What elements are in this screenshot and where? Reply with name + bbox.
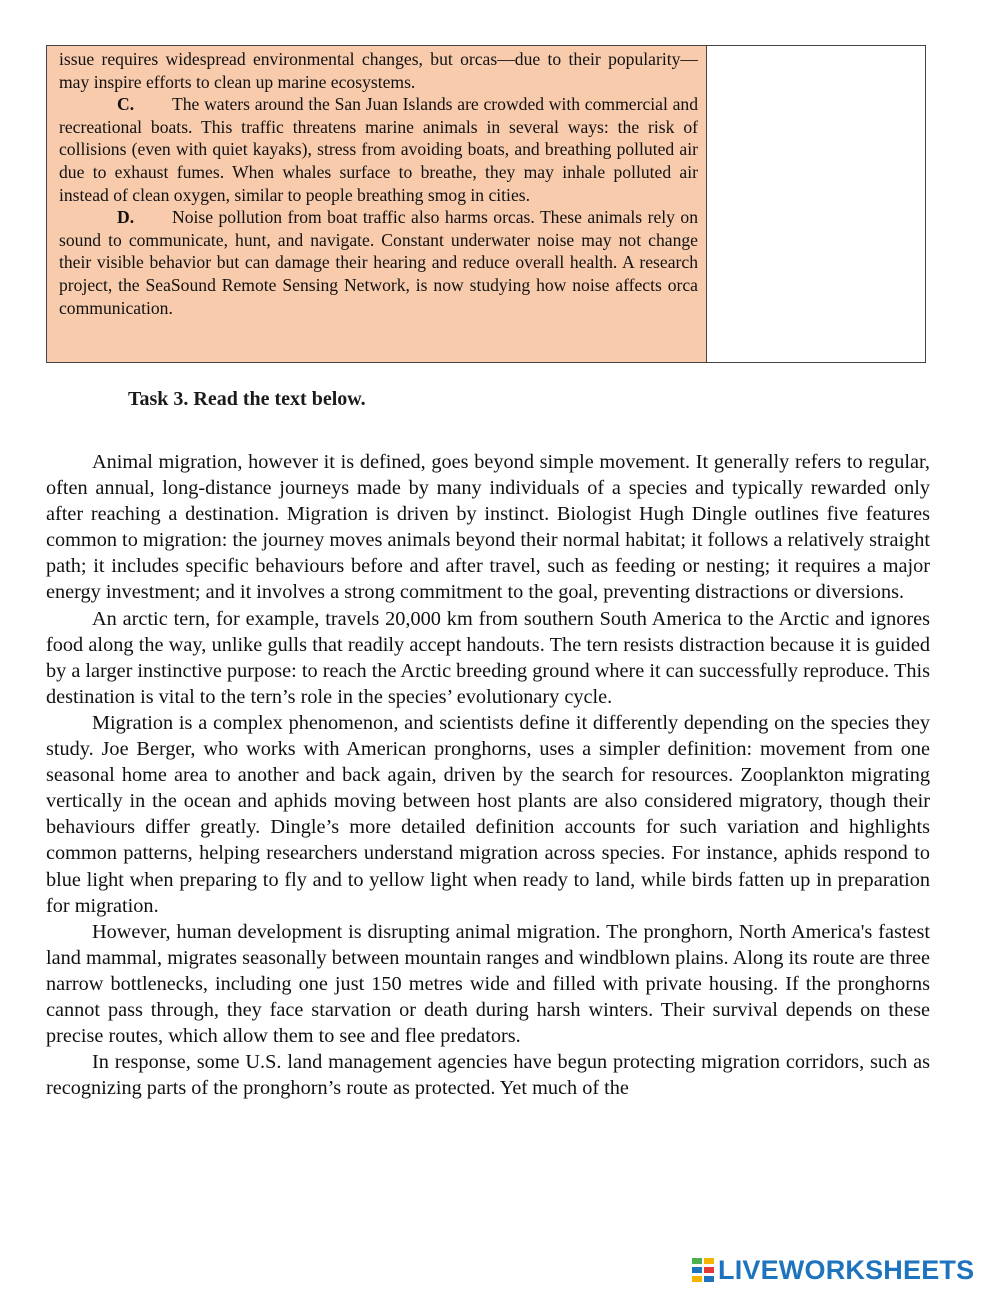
passage-table: [46, 45, 926, 363]
paragraph-letter-c: C.: [117, 94, 135, 115]
paragraph-letter-d: D.: [117, 207, 135, 228]
paragraph: In response, some U.S. land management agencies have begun protecting migration corridors, such as recognizing parts of the pronghorn’s route as protected. Yet much of the: [46, 1051, 930, 1100]
paragraph: An arctic tern, for example, travels 20,000 km from southern South America to the Arctic and ignores food along the way, unlike gulls that readily accept handouts. The tern resists distraction because it is guided by a larger instinctive purpose: to reach the Arctic breeding ground where it can successfully reproduce. This destination is vital to the tern’s role in the species’ evolutionary cycle.: [46, 607, 931, 708]
answer-cell: [707, 46, 925, 362]
paragraph: However, human development is disrupting animal migration. The pronghorn, North America's fastest land mammal, migrates seasonally between mountain ranges and windblown plains. Along its route are three narrow bottlenecks, including one just 150 metres wide and filled with private housing. If the pronghorns cannot pass through, they face starvation or death during harsh winters. Their survival depends on these precise routes, which allow them to see and flee predators.: [46, 920, 930, 1048]
paragraph-d-text: Noise pollution from boat traffic also harms orcas. These animals rely on sound to communicate, hunt, and navigate. Constant underwater noise may not change their visible behavior but can damage their hearing and reduce overall health. A research project, the SeaSound Remote Sensing Network, is now studying how noise affects orca communication.: [59, 207, 698, 318]
paragraph: Migration is a complex phenomenon, and scientists define it differently depending on the species they study. Joe Berger, who works with American pronghorns, uses a simpler definition: movement from one seasonal home area to another and back again, driven by the search for resources. Zooplankton migrating vertically in the ocean and aphids moving between host plants are also considered migratory, though their behaviours differ greatly. Dingle’s more detailed definition accounts for such variation and highlights common patterns, helping researchers understand migration across species. For instance, aphids respond to blue light when preparing to fly and to yellow light when ready to land, while birds fatten up in preparation for migration.: [46, 711, 930, 917]
passage-paragraph-d: [59, 206, 698, 319]
paragraph: Animal migration, however it is defined, goes beyond simple movement. It generally refers to regular, often annual, long-distance journeys made by many individuals of a species and typically rewarded only after reaching a destination. Migration is driven by instinct. Biologist Hugh Dingle outlines five features common to migration: the journey moves animals beyond their normal habitat; it follows a relatively straight path; it includes specific behaviours before and after travel, such as feeding or nesting; it requires a major energy investment; and it involves a strong commitment to the goal, preventing distractions or diversions.: [46, 451, 930, 604]
passage-paragraph-c: [59, 93, 698, 206]
task-heading: Task 3. Read the text below.: [128, 388, 366, 410]
passage-text-cell: [47, 46, 707, 362]
reading-text: [46, 449, 930, 1101]
paragraph-c-text: The waters around the San Juan Islands are crowded with commercial and recreational boats. This traffic threatens marine animals in several ways: the risk of collisions (even with quiet kayaks), stress from avoiding boats, and breathing polluted air due to exhaust fumes. When whales surface to breathe, they may inhale polluted air instead of clean oxygen, similar to people breathing smog in cities.: [59, 94, 698, 205]
liveworksheets-logo-icon: [692, 1258, 714, 1282]
liveworksheets-logo: [692, 1255, 974, 1285]
passage-paragraph-continued: issue requires widespread environmental changes, but orcas—due to their popularity—may inspire efforts to clean up marine ecosystems.: [59, 49, 698, 92]
liveworksheets-logo-text: LIVEWORKSHEETS: [718, 1254, 975, 1285]
